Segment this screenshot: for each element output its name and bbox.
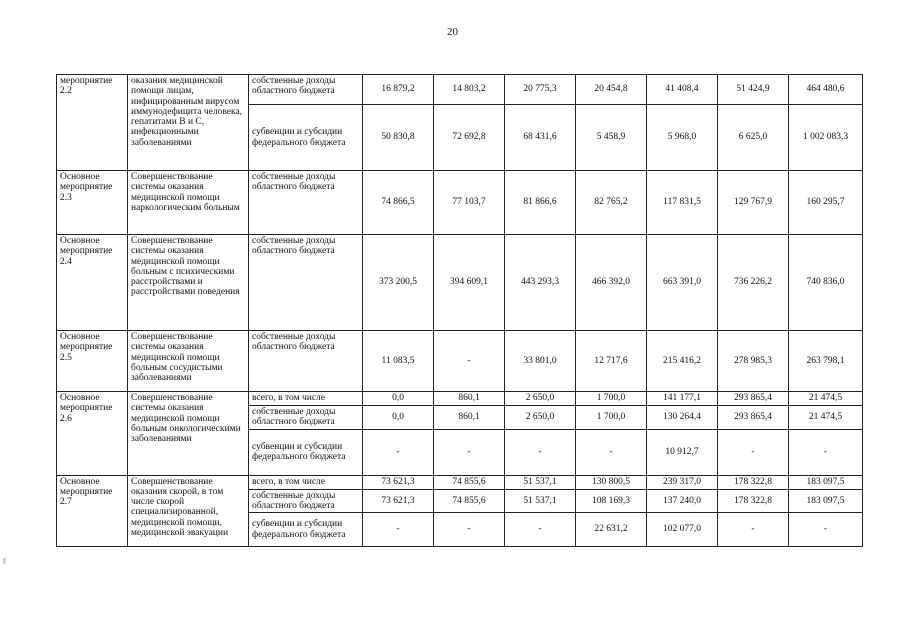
amount-cell: 663 391,0 (647, 235, 718, 331)
amount-cell: 108 169,3 (576, 489, 647, 513)
amount-cell: 466 392,0 (576, 235, 647, 331)
amount-cell: - (789, 429, 863, 475)
funding-source-cell: субвенции и субсидии федерального бюджета (249, 429, 363, 475)
amount-cell: - (505, 429, 576, 475)
amount-cell: 51 537,1 (505, 475, 576, 489)
amount-cell: 102 077,0 (647, 513, 718, 547)
amount-cell: 293 865,4 (718, 392, 789, 406)
activity-code-cell: Основное мероприятие 2.7 (57, 475, 128, 547)
amount-cell: 141 177,1 (647, 392, 718, 406)
amount-cell: 6 625,0 (718, 105, 789, 171)
amount-cell: 41 408,4 (647, 75, 718, 105)
amount-cell: 293 865,4 (718, 406, 789, 430)
amount-cell: 51 537,1 (505, 489, 576, 513)
activity-name-cell: Совершенствование системы оказания медицинской помощи больным онкологическими заболеваниями (128, 392, 249, 476)
amount-cell: 5 458,9 (576, 105, 647, 171)
amount-cell: 81 866,6 (505, 171, 576, 235)
activity-code-cell: Основное мероприятие 2.3 (57, 171, 128, 235)
table-body (57, 75, 863, 547)
amount-cell: - (434, 331, 505, 392)
table-row (57, 331, 863, 392)
funding-source-cell: собственные доходы областного бюджета (249, 235, 363, 331)
amount-cell: - (576, 429, 647, 475)
amount-cell: 73 621,3 (363, 489, 434, 513)
amount-cell: 0,0 (363, 392, 434, 406)
margin-mark: ᵐᵐ (3, 558, 9, 564)
table-row (57, 392, 863, 406)
amount-cell: 394 609,1 (434, 235, 505, 331)
table-row (57, 235, 863, 331)
amount-cell: 263 798,1 (789, 331, 863, 392)
amount-cell: 464 480,6 (789, 75, 863, 105)
amount-cell: 74 855,6 (434, 475, 505, 489)
budget-table (56, 74, 863, 547)
amount-cell: - (363, 429, 434, 475)
amount-cell: 860,1 (434, 406, 505, 430)
amount-cell: 130 264,4 (647, 406, 718, 430)
amount-cell: 137 240,0 (647, 489, 718, 513)
amount-cell: 74 855,6 (434, 489, 505, 513)
funding-source-cell: собственные доходы областного бюджета (249, 406, 363, 430)
amount-cell: - (434, 513, 505, 547)
amount-cell: 2 650,0 (505, 392, 576, 406)
amount-cell: 5 968,0 (647, 105, 718, 171)
amount-cell: 11 083,5 (363, 331, 434, 392)
amount-cell: 860,1 (434, 392, 505, 406)
amount-cell: - (718, 513, 789, 547)
activity-code-cell: мероприятие 2.2 (57, 75, 128, 171)
amount-cell: 16 879,2 (363, 75, 434, 105)
amount-cell: 72 692,8 (434, 105, 505, 171)
table-row (57, 171, 863, 235)
amount-cell: 129 767,9 (718, 171, 789, 235)
activity-code-cell: Основное мероприятие 2.4 (57, 235, 128, 331)
amount-cell: 20 775,3 (505, 75, 576, 105)
amount-cell: 373 200,5 (363, 235, 434, 331)
amount-cell: - (505, 513, 576, 547)
amount-cell: 10 912,7 (647, 429, 718, 475)
amount-cell: 22 631,2 (576, 513, 647, 547)
page-number: 20 (447, 26, 458, 38)
amount-cell: 51 424,9 (718, 75, 789, 105)
amount-cell: 74 866,5 (363, 171, 434, 235)
funding-source-cell: всего, в том числе (249, 475, 363, 489)
amount-cell: - (718, 429, 789, 475)
table-row (57, 475, 863, 489)
funding-source-cell: собственные доходы областного бюджета (249, 489, 363, 513)
amount-cell: - (363, 513, 434, 547)
activity-name-cell: Совершенствование системы оказания медицинской помощи наркологическим больным (128, 171, 249, 235)
amount-cell: 21 474,5 (789, 392, 863, 406)
amount-cell: 443 293,3 (505, 235, 576, 331)
amount-cell: 178 322,8 (718, 475, 789, 489)
amount-cell: 2 650,0 (505, 406, 576, 430)
amount-cell: 740 836,0 (789, 235, 863, 331)
amount-cell: 33 801,0 (505, 331, 576, 392)
funding-source-cell: собственные доходы областного бюджета (249, 171, 363, 235)
amount-cell: 239 317,0 (647, 475, 718, 489)
activity-code-cell: Основное мероприятие 2.6 (57, 392, 128, 476)
amount-cell: 1 002 083,3 (789, 105, 863, 171)
amount-cell: 178 322,8 (718, 489, 789, 513)
amount-cell: 1 700,0 (576, 406, 647, 430)
amount-cell: 117 831,5 (647, 171, 718, 235)
amount-cell: - (789, 513, 863, 547)
amount-cell: 21 474,5 (789, 406, 863, 430)
amount-cell: 68 431,6 (505, 105, 576, 171)
table-row (57, 75, 863, 105)
amount-cell: 12 717,6 (576, 331, 647, 392)
funding-source-cell: субвенции и субсидии федерального бюджета (249, 513, 363, 547)
funding-source-cell: собственные доходы областного бюджета (249, 75, 363, 105)
activity-name-cell: Совершенствование системы оказания медицинской помощи больным с психическими расстройствами и расстройствами поведения (128, 235, 249, 331)
activity-code-cell: Основное мероприятие 2.5 (57, 331, 128, 392)
amount-cell: 77 103,7 (434, 171, 505, 235)
amount-cell: 215 416,2 (647, 331, 718, 392)
amount-cell: - (434, 429, 505, 475)
activity-name-cell: оказания медицинской помощи лицам, инфицированным вирусом иммунодефицита человека, гепатитами В и С, инфекционными заболеваниями (128, 75, 249, 171)
amount-cell: 20 454,8 (576, 75, 647, 105)
funding-source-cell: собственные доходы областного бюджета (249, 331, 363, 392)
activity-name-cell: Совершенствование системы оказания медицинской помощи больным сосудистыми заболеваниями (128, 331, 249, 392)
amount-cell: 183 097,5 (789, 475, 863, 489)
amount-cell: 130 800,5 (576, 475, 647, 489)
amount-cell: 0,0 (363, 406, 434, 430)
amount-cell: 1 700,0 (576, 392, 647, 406)
amount-cell: 14 803,2 (434, 75, 505, 105)
amount-cell: 278 985,3 (718, 331, 789, 392)
funding-source-cell: субвенции и субсидии федерального бюджета (249, 105, 363, 171)
amount-cell: 73 621,3 (363, 475, 434, 489)
activity-name-cell: Совершенствование оказания скорой, в том числе скорой специализированной, медицинской помощи, медицинской эвакуации (128, 475, 249, 547)
amount-cell: 736 226,2 (718, 235, 789, 331)
amount-cell: 82 765,2 (576, 171, 647, 235)
amount-cell: 160 295,7 (789, 171, 863, 235)
funding-source-cell: всего, в том числе (249, 392, 363, 406)
amount-cell: 183 097,5 (789, 489, 863, 513)
amount-cell: 50 830,8 (363, 105, 434, 171)
